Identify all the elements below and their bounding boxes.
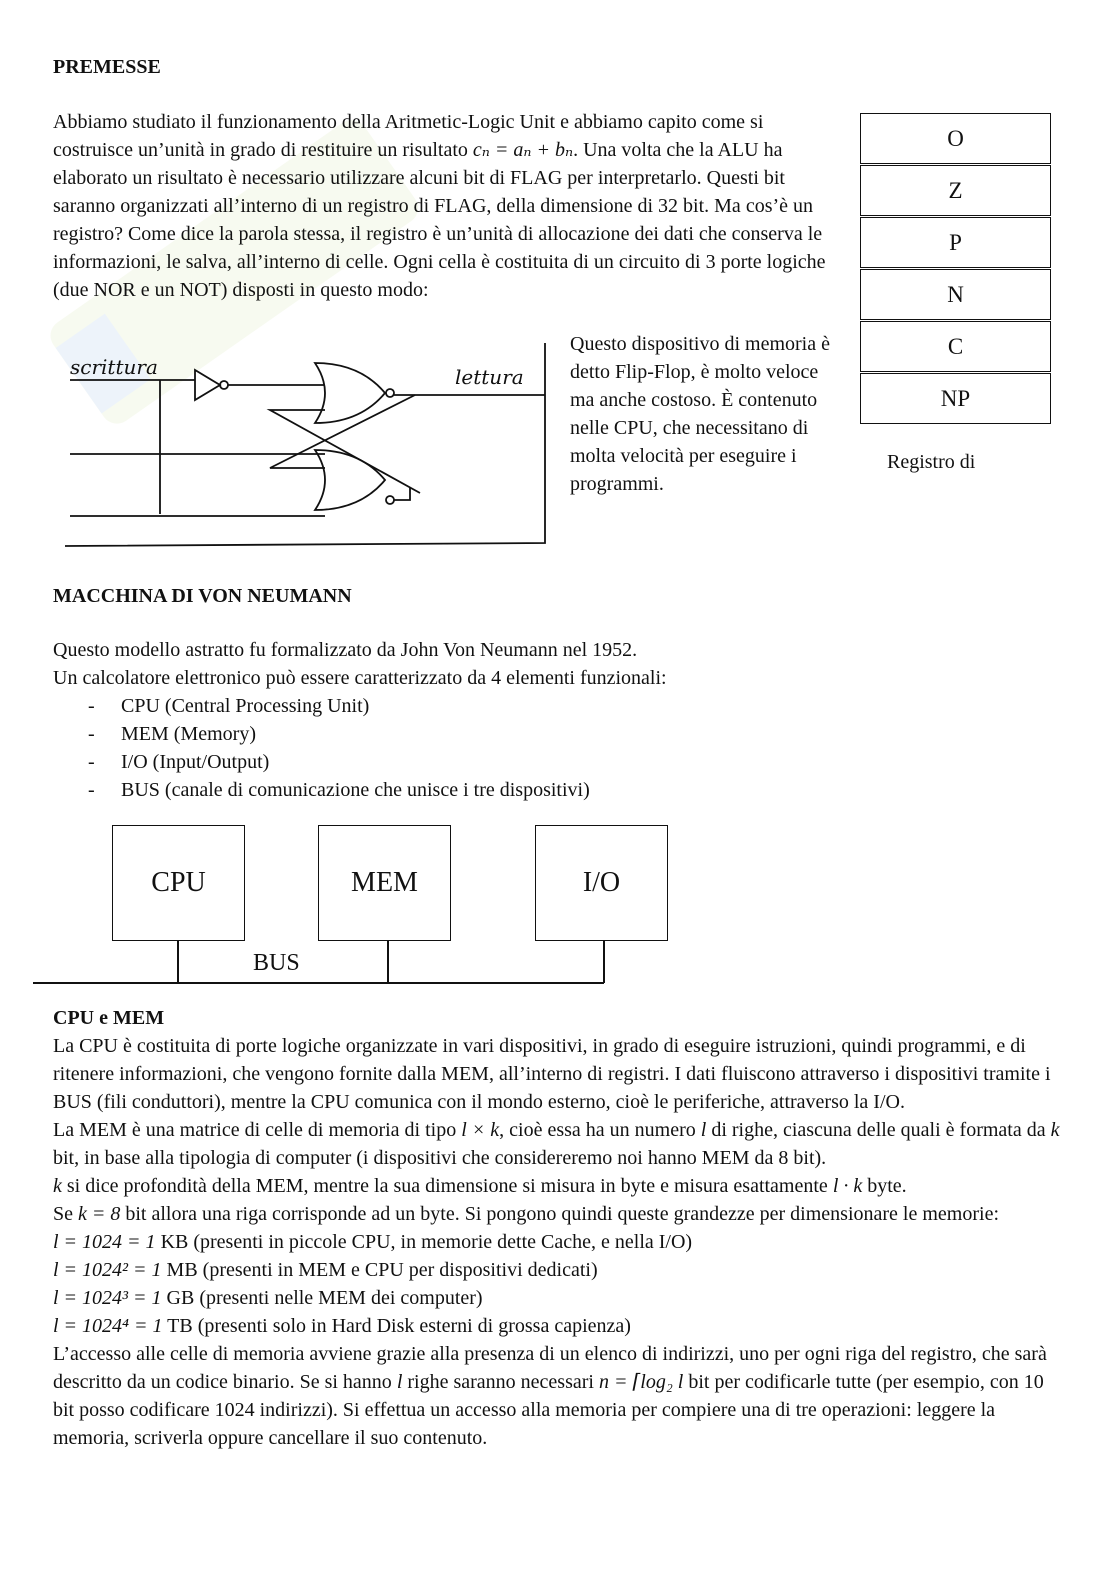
p5-text-c: bit per codificarle tutte (per esempio, con 10 bit posso codificare 1024 indirizzi). Si effettua un accesso alla memoria per compiere una di tre operazioni: leggere la memoria, scriverla oppure cancellare il suo contenuto. xyxy=(53,1371,1044,1449)
size-row xyxy=(53,1228,1063,1256)
cpu-mem-p3 xyxy=(53,1172,1063,1200)
flag-register-caption: Registro di xyxy=(887,451,976,473)
flag-cell-p: P xyxy=(860,217,1051,268)
diagram-io-box: I/O xyxy=(535,825,668,941)
circuit-read-label: lettura xyxy=(455,365,524,389)
p4-text-a: Se xyxy=(53,1203,73,1225)
p2-text-a: La MEM è una matrice di celle di memoria di tipo xyxy=(53,1119,457,1141)
p3-math-lk: l · k xyxy=(832,1175,863,1197)
p3-math-k: k xyxy=(53,1175,62,1197)
size-math: l = 1024² = 1 xyxy=(53,1259,162,1281)
cpu-mem-p2 xyxy=(53,1116,1063,1172)
nor-gate-top xyxy=(315,363,385,423)
flag-cell-c: C xyxy=(860,321,1051,372)
bus-line xyxy=(33,982,604,984)
list-item: - I/O (Input/Output) xyxy=(53,748,590,776)
p4-text-b: bit allora una riga corrisponde ad un byte. Si pongono quindi queste grandezze per dimensionare le memorie: xyxy=(125,1203,999,1225)
not-gate xyxy=(195,370,220,400)
p4-math-k8: k = 8 xyxy=(78,1203,121,1225)
cpu-mem-body xyxy=(53,1032,1063,1452)
nor-bottom-bubble xyxy=(386,496,394,504)
size-unit: KB xyxy=(160,1231,189,1253)
p2-text-c: di righe, ciascuna delle quali è formata da xyxy=(711,1119,1046,1141)
size-row xyxy=(53,1256,1063,1284)
p5-text-a: L’accesso alle celle di memoria avviene grazie alla presenza di un elenco di indirizzi, uno per ogni riga del registro, che sarà descritto da un codice binario. Se si hanno xyxy=(53,1343,1047,1393)
flag-cell-np: NP xyxy=(860,373,1051,424)
size-math: l = 1024⁴ = 1 xyxy=(53,1315,163,1337)
diagram-bus-label: BUS xyxy=(253,950,300,976)
flag-cell-z: Z xyxy=(860,165,1051,216)
intro-text-2: . Una volta che la ALU ha elaborato un risultato è necessario utilizzare alcuni bit di FLAG per interpretarlo. Questi bit saranno organizzati all’interno di un registro di FLAG, della dimensione di 32 bit. Ma cos’è un registro? Come dice la parola stessa, il registro è un’unità di allocazione dei dati che conserva le informazioni, le salva, all’interno di celle. Ogni cella è costituita di un circuito di 3 porte logiche (due NOR e un NOT) disposti in questo modo: xyxy=(53,139,826,301)
size-text: (presenti in MEM e CPU per dispositivi dedicati) xyxy=(202,1259,598,1281)
functional-elements-list xyxy=(53,692,590,804)
von-neumann-line1: Questo modello astratto fu formalizzato da John Von Neumann nel 1952. xyxy=(53,639,638,661)
size-math: l = 1024³ = 1 xyxy=(53,1287,162,1309)
bus-connector-cpu xyxy=(177,941,179,983)
circuit-write-label: scrittura xyxy=(70,355,158,379)
cpu-mem-p4 xyxy=(53,1200,1063,1228)
p2-text-b: , cioè essa ha un numero xyxy=(499,1119,696,1141)
premesse-heading: PREMESSE xyxy=(53,56,161,78)
p2-text-d: bit, in base alla tipologia di computer (i dispositivi che considereremo noi hanno MEM da 8 bit). xyxy=(53,1147,827,1169)
p3-text-b: byte. xyxy=(867,1175,907,1197)
cpu-mem-p1: La CPU è costituita di porte logiche organizzate in vari dispositivi, in grado di eseguire istruzioni, quindi programmi, e di ritenere informazioni, che vengono fornite dalla MEM, all’interno di registri. I dati fluiscono attraverso i dispositivi tramite i BUS (fili conduttori), mentre la CPU comunica con il mondo esterno, cioè le periferiche, attraverso la I/O. xyxy=(53,1035,1051,1113)
intro-formula: cₙ = aₙ + bₙ xyxy=(472,139,574,161)
nor-top-bubble xyxy=(386,389,394,397)
list-item: - MEM (Memory) xyxy=(53,720,590,748)
flipflop-circuit xyxy=(60,338,560,553)
p5-text-b: righe saranno necessari xyxy=(407,1371,594,1393)
size-row xyxy=(53,1312,1063,1340)
cpu-mem-heading: CPU e MEM xyxy=(53,1007,165,1029)
premesse-intro xyxy=(53,108,833,304)
size-unit: GB xyxy=(166,1287,195,1309)
list-item: - BUS (canale di comunicazione che unisce i tre dispositivi) xyxy=(53,776,590,804)
size-math: l = 1024 = 1 xyxy=(53,1231,156,1253)
list-item: - CPU (Central Processing Unit) xyxy=(53,692,590,720)
nor-bottom-out xyxy=(394,488,410,500)
flag-cell-n: N xyxy=(860,269,1051,320)
p5-math-log: n = ⌈log₂ l xyxy=(598,1371,684,1393)
size-text: (presenti nelle MEM dei computer) xyxy=(199,1287,483,1309)
intro-text-1: Abbiamo studiato il funzionamento della Aritmetic-Logic Unit e abbiamo capito come si costruisce un’unità in grado di restituire un risultato xyxy=(53,111,764,161)
size-unit: TB xyxy=(167,1315,193,1337)
bus-connector-mem xyxy=(387,941,389,983)
p5-math-l: l xyxy=(396,1371,403,1393)
bus-connector-io xyxy=(603,941,605,983)
flipflop-description: Questo dispositivo di memoria è detto Flip-Flop, è molto veloce ma anche costoso. È contenuto nelle CPU, che necessitano di molta velocità per eseguire i programmi. xyxy=(570,333,830,495)
feedback-wire-1 xyxy=(270,410,420,493)
p2-math-l: l xyxy=(700,1119,707,1141)
p2-math-k: k xyxy=(1050,1119,1060,1141)
feedback-wire-2 xyxy=(270,395,415,468)
size-row xyxy=(53,1284,1063,1312)
p3-text-a: si dice profondità della MEM, mentre la sua dimensione si misura in byte e misura esattamente xyxy=(66,1175,828,1197)
flag-cell-o: O xyxy=(860,113,1051,164)
von-neumann-heading: MACCHINA DI VON NEUMANN xyxy=(53,585,352,607)
diagram-cpu-box: CPU xyxy=(112,825,245,941)
nor-gate-bottom xyxy=(315,450,385,510)
size-unit: MB xyxy=(166,1259,198,1281)
cpu-mem-p5 xyxy=(53,1340,1063,1452)
diagram-mem-box: MEM xyxy=(318,825,451,941)
size-text: (presenti in piccole CPU, in memorie dette Cache, e nella I/O) xyxy=(193,1231,693,1253)
size-text: (presenti solo in Hard Disk esterni di grossa capienza) xyxy=(197,1315,631,1337)
p2-math-lxk: l × k xyxy=(461,1119,500,1141)
von-neumann-line2: Un calcolatore elettronico può essere caratterizzato da 4 elementi funzionali: xyxy=(53,667,667,689)
